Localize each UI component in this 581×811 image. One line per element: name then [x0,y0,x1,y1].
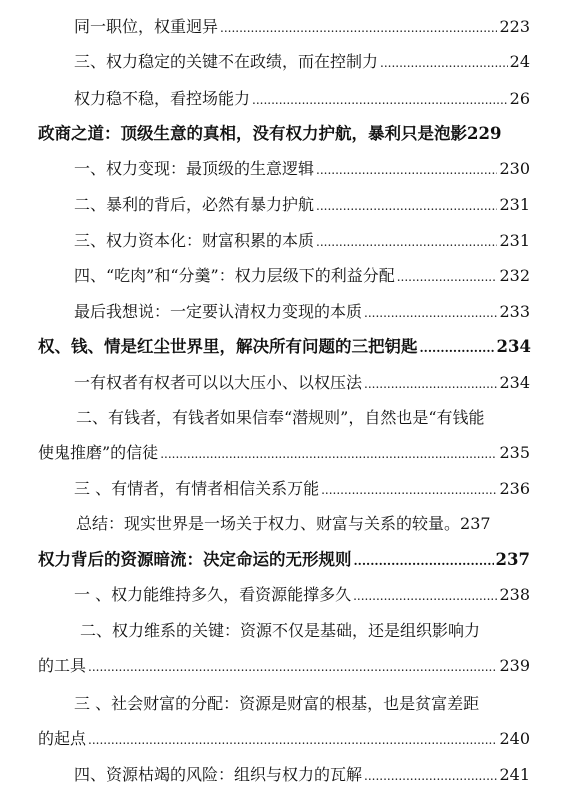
toc-entry[interactable] [74,373,530,394]
toc-leader-dots [364,373,497,394]
toc-entry-page: 232 [499,266,530,285]
toc-entry[interactable] [74,479,530,500]
toc-entry-page: 231 [499,195,530,214]
toc-entry-label: 一 、权力能维持多久，看资源能撑多久 [74,585,352,604]
toc-entry-label: 权力稳不稳，看控场能力 [74,89,251,108]
toc-entry-page: 239 [499,656,530,675]
toc-entry-label: 同一职位，权重迥异 [74,17,219,36]
toc-entry-page: 236 [499,479,530,498]
toc-entry-page: 237 [460,514,491,533]
toc-chapter[interactable] [38,337,531,358]
toc-entry[interactable] [74,302,530,323]
toc-entry-label: 三、权力资本化：财富积累的本质 [74,231,315,250]
toc-entry-label: 总结：现实世界是一场关于权力、财富与关系的较量。 [76,514,461,533]
toc-leader-dots [364,302,497,323]
toc-entry[interactable] [74,585,530,606]
toc-entry-label: 二、暴利的背后，必然有暴力护航 [74,195,315,214]
toc-entry[interactable] [74,195,530,216]
toc-entry-page: 241 [499,765,530,784]
toc-chapter-page: 237 [495,550,530,569]
toc-leader-dots [316,195,497,216]
toc-leader-dots [316,231,497,252]
toc-entry-page: 234 [499,373,530,392]
toc-leader-dots [220,17,497,38]
toc-chapter-page: 234 [496,337,531,356]
toc-chapter[interactable] [38,124,531,144]
toc-chapter-page: 229 [467,124,502,143]
toc-entry[interactable] [74,89,530,110]
toc-entry[interactable] [74,17,530,38]
toc-leader-dots [397,266,498,287]
toc-entry[interactable] [74,266,530,287]
toc-entry[interactable] [38,656,530,677]
toc-entry-label-line2: 使鬼推磨”的信徒 [38,443,159,462]
toc-leader-dots [354,550,494,571]
toc-leader-dots [380,52,508,73]
toc-entry-label: 一、权力变现：最顶级的生意逻辑 [74,159,315,178]
toc-chapter-label: 权、钱、情是红尘世界里，解决所有问题的三把钥匙 [38,337,418,356]
toc-leader-dots [420,337,495,358]
toc-entry-label: 最后我想说：一定要认清权力变现的本质 [74,302,363,321]
toc-chapter-label: 权力背后的资源暗流：决定命运的无形规则 [38,550,352,569]
toc-entry-label-line2: 的工具 [38,656,87,675]
toc-entry-page: 223 [499,17,530,36]
toc-entry-label: 三 、有情者，有情者相信关系万能 [74,479,320,498]
toc-entry[interactable] [74,765,530,786]
toc-entry-page: 240 [499,729,530,748]
toc-leader-dots [88,656,497,677]
toc-entry-page: 26 [509,89,530,108]
toc-leader-dots [252,89,508,110]
toc-entry[interactable] [38,443,530,464]
toc-entry-label: 四、资源枯竭的风险：组织与权力的瓦解 [74,765,363,784]
toc-leader-dots [160,443,497,464]
toc-entry[interactable] [38,729,530,750]
toc-entry-line1[interactable]: 二、有钱者，有钱者如果信奉“潜规则”，自然也是“有钱能 [76,408,485,427]
toc-entry-label: 一有权者有权者可以以大压小、以权压法 [74,373,363,392]
toc-entry-label: 三、权力稳定的关键不在政绩，而在控制力 [74,52,379,71]
toc-entry[interactable] [74,52,530,73]
toc-entry-page: 235 [499,443,530,462]
toc-leader-dots [321,479,497,500]
toc-leader-dots [364,765,497,786]
toc-entry-page: 233 [499,302,530,321]
toc-entry-page: 230 [499,159,530,178]
toc-leader-dots [353,585,497,606]
toc-entry-line1[interactable]: 二、权力维系的关键：资源不仅是基础，还是组织影响力 [80,621,481,640]
toc-entry-label-line2: 的起点 [38,729,87,748]
toc-leader-dots [88,729,497,750]
toc-entry-page: 24 [509,52,530,71]
toc-chapter[interactable] [38,550,530,571]
toc-entry[interactable] [74,159,530,180]
toc-entry[interactable] [74,231,530,252]
toc-chapter-label: 政商之道：顶级生意的真相，没有权力护航，暴利只是泡影 [38,124,467,143]
toc-entry[interactable] [76,514,540,534]
toc-entry-label: 四、“吃肉”和“分羹”：权力层级下的利益分配 [74,266,395,285]
toc-entry-page: 238 [499,585,530,604]
toc-leader-dots [316,159,497,180]
toc-entry-line1[interactable]: 三 、社会财富的分配：资源是财富的根基，也是贫富差距 [74,694,480,713]
toc-entry-page: 231 [499,231,530,250]
